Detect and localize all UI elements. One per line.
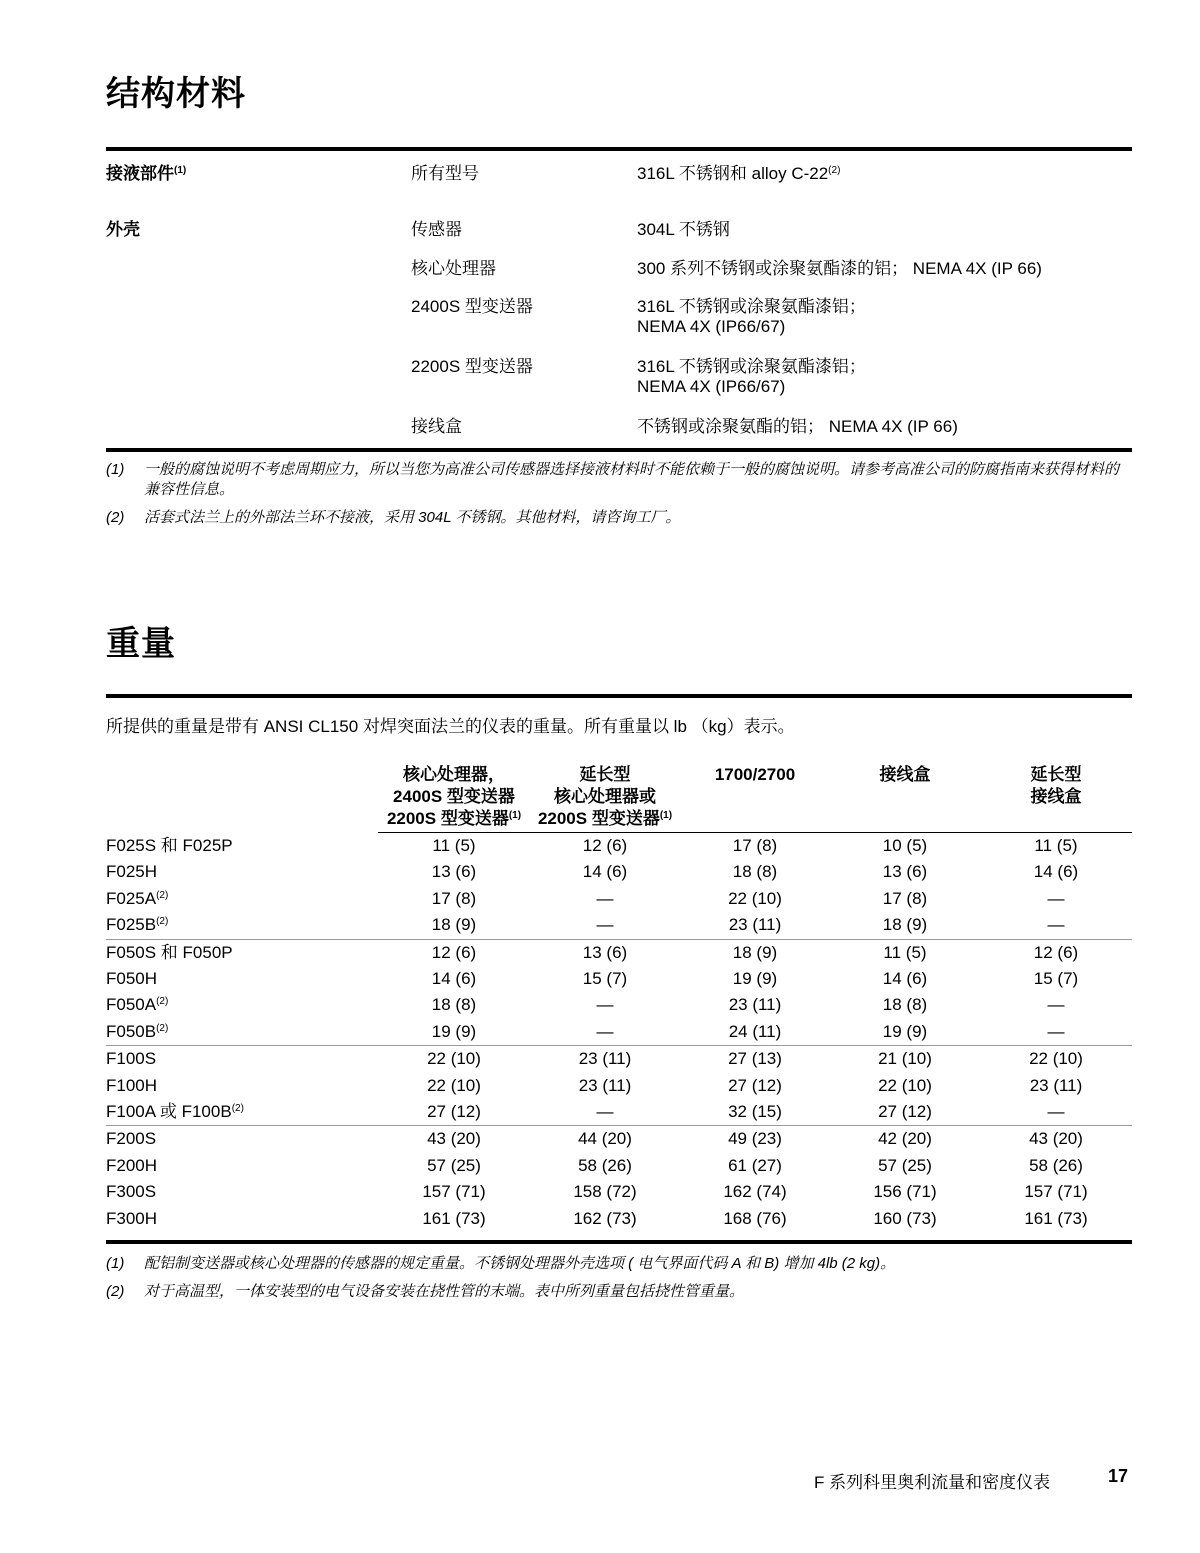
header-model-blank	[106, 764, 378, 833]
table-cell-value: 23 (11)	[1029, 1075, 1083, 1095]
header-extended-core-processor: 延长型 核心处理器或 2200S 型变送器$^{(1)}$	[530, 764, 680, 833]
table-cell-value: 11 (5)	[1034, 836, 1078, 855]
table-cell-value: 12 (6)	[582, 836, 628, 855]
table-cell-model: F100H	[106, 1075, 158, 1095]
page-number: 17	[1108, 1466, 1129, 1486]
table-cell-value: 57 (25)	[427, 1155, 481, 1175]
table-cell-value: 58 (26)	[1029, 1155, 1083, 1175]
table-cell-value: 22 (10)	[427, 1075, 481, 1095]
table-cell-value: 57 (25)	[878, 1155, 932, 1175]
table-row	[106, 833, 1132, 860]
table-row	[106, 1179, 1132, 1205]
table-cell-value: 13 (6)	[882, 862, 928, 882]
materials-row-spec: 316L 不锈钢或涂聚氨酯漆铝； NEMA 4X (IP66/67)	[637, 357, 866, 396]
table-cell-value: 14 (6)	[882, 969, 928, 989]
table-cell-model: $F025A^{(2)}$	[106, 888, 169, 908]
table-cell-value: 162 (73)	[573, 1208, 637, 1228]
table-row	[106, 1153, 1132, 1179]
table-cell-value: 12 (6)	[980, 939, 1132, 966]
table-cell-value: 44 (20)	[530, 1126, 680, 1153]
materials-row-label: 接液部件$^{(1)}$	[106, 164, 187, 183]
table-cell-value: 18 (9)	[882, 915, 928, 935]
table-cell-value: 15 (7)	[582, 969, 628, 989]
table-cell-value: 17 (8)	[732, 836, 778, 855]
table-row	[106, 939, 1132, 966]
table-cell-model: F100A 或 $F100B^{(2)}$	[106, 1102, 244, 1122]
table-cell-value: 27 (12)	[728, 1075, 782, 1095]
table-cell-value: 15 (7)	[1033, 969, 1079, 989]
table-cell-value: 168 (76)	[723, 1208, 787, 1228]
materials-footnote-1: (1) 一般的腐蚀说明不考虑周期应力，所以当您为高准公司传感器选择接液材料时不能依赖于一般的腐蚀说明。请参考高准公司的防腐指南来获得材料的兼容性信息。	[106, 461, 1120, 498]
weight-bottom-rule	[106, 1240, 1132, 1244]
table-row	[106, 966, 1132, 992]
table-cell-model: F300H	[106, 1208, 158, 1228]
table-row	[106, 886, 1132, 912]
table-cell-value: 11 (5)	[432, 836, 476, 855]
table-cell-value: —	[596, 1102, 614, 1122]
table-cell-value: 21 (10)	[830, 1046, 980, 1073]
table-cell-value: 58 (26)	[578, 1155, 632, 1175]
table-cell-value: 158 (72)	[573, 1182, 637, 1202]
table-cell-value: 161 (73)	[1024, 1208, 1088, 1228]
table-cell-model: F100S	[106, 1046, 378, 1073]
table-cell-value: 18 (8)	[431, 995, 477, 1015]
table-cell-value: 17 (8)	[882, 888, 928, 908]
table-cell-value: —	[1047, 915, 1065, 935]
table-cell-value: 10 (5)	[882, 836, 928, 855]
weight-table	[106, 764, 1132, 1232]
table-cell-value: 160 (73)	[873, 1208, 937, 1228]
materials-row-part: 2200S 型变送器	[411, 357, 533, 376]
materials-row-part: 接线盒	[411, 417, 462, 436]
materials-row-part: 2400S 型变送器	[411, 297, 533, 316]
table-row	[106, 1099, 1132, 1126]
table-cell-value: 23 (11)	[578, 1075, 632, 1095]
table-row	[106, 1019, 1132, 1046]
table-cell-model: F025S 和 F025P	[106, 835, 233, 855]
table-cell-value: —	[1047, 1021, 1065, 1041]
table-cell-value: 17 (8)	[431, 888, 477, 908]
table-cell-value: 23 (11)	[530, 1046, 680, 1073]
weight-intro: 所提供的重量是带有 ANSI CL150 对焊突面法兰的仪表的重量。所有重量以 lb （kg）表示。	[106, 717, 795, 736]
table-cell-model: F050S 和 F050P	[106, 939, 378, 966]
materials-row-part: 所有型号	[411, 164, 479, 183]
table-cell-value: 157 (71)	[422, 1182, 486, 1202]
table-cell-value: 23 (11)	[728, 915, 782, 935]
materials-heading: 结构材料	[106, 74, 246, 114]
table-row	[106, 992, 1132, 1018]
table-cell-model: F300S	[106, 1182, 157, 1202]
table-cell-value: —	[1047, 1102, 1065, 1122]
table-row	[106, 1073, 1132, 1099]
table-cell-value: 22 (10)	[728, 888, 782, 908]
table-cell-value: 156 (71)	[873, 1182, 937, 1202]
table-cell-value: —	[596, 995, 614, 1015]
table-row	[106, 1206, 1132, 1232]
table-cell-value: 49 (23)	[680, 1126, 830, 1153]
table-cell-value: 14 (6)	[1033, 862, 1079, 882]
table-cell-value: 22 (10)	[378, 1046, 530, 1073]
table-row	[106, 1046, 1132, 1073]
table-cell-model: F200S	[106, 1126, 378, 1153]
table-cell-value: 24 (11)	[728, 1021, 782, 1041]
table-cell-value: 14 (6)	[582, 862, 628, 882]
header-1700-2700: 1700/2700	[680, 764, 830, 833]
materials-row-label: 外壳	[106, 220, 140, 239]
header-core-processor: 核心处理器， 2400S 型变送器 2200S 型变送器$^{(1)}$	[378, 764, 530, 833]
table-cell-value: 18 (8)	[882, 995, 928, 1015]
table-cell-value: 13 (6)	[431, 862, 477, 882]
table-cell-value: 22 (10)	[980, 1046, 1132, 1073]
materials-row-spec: 316L 不锈钢或涂聚氨酯漆铝； NEMA 4X (IP66/67)	[637, 297, 866, 336]
table-cell-value: 162 (74)	[723, 1182, 787, 1202]
table-cell-value: 13 (6)	[530, 939, 680, 966]
table-cell-model: $F025B^{(2)}$	[106, 915, 169, 935]
table-cell-value: 18 (9)	[680, 939, 830, 966]
materials-bottom-rule	[106, 448, 1132, 452]
materials-top-rule	[106, 147, 1132, 151]
table-cell-model: $F050A^{(2)}$	[106, 995, 169, 1015]
table-cell-value: 42 (20)	[830, 1126, 980, 1153]
table-cell-model: $F050B^{(2)}$	[106, 1021, 169, 1041]
table-cell-model: F025H	[106, 862, 158, 882]
table-cell-value: 11 (5)	[830, 939, 980, 966]
materials-row-spec: 不锈钢或涂聚氨酯的铝； NEMA 4X (IP 66)	[637, 417, 958, 436]
table-cell-value: 32 (15)	[728, 1102, 782, 1122]
weight-top-rule	[106, 694, 1132, 698]
table-cell-value: 18 (8)	[732, 862, 778, 882]
materials-row-spec: 316L 不锈钢和 alloy C-22$^{(2)}$	[637, 164, 841, 183]
table-cell-value: —	[1047, 888, 1065, 908]
weight-heading: 重量	[106, 624, 176, 664]
table-cell-value: 27 (12)	[427, 1102, 481, 1122]
table-cell-value: 27 (13)	[680, 1046, 830, 1073]
weight-table-header	[106, 764, 1132, 833]
table-cell-value: 27 (12)	[878, 1102, 932, 1122]
table-cell-value: 14 (6)	[431, 969, 477, 989]
table-cell-value: 19 (9)	[431, 1021, 477, 1041]
table-cell-value: 18 (9)	[431, 915, 477, 935]
table-cell-value: —	[1047, 995, 1065, 1015]
table-cell-value: —	[596, 1021, 614, 1041]
materials-row-part: 核心处理器	[411, 259, 496, 278]
table-cell-value: 157 (71)	[1024, 1182, 1088, 1202]
table-cell-value: 19 (9)	[882, 1021, 928, 1041]
header-extended-junction-box: 延长型 接线盒	[980, 764, 1132, 833]
table-cell-model: F200H	[106, 1155, 158, 1175]
table-cell-value: 161 (73)	[422, 1208, 486, 1228]
table-cell-value: 12 (6)	[378, 939, 530, 966]
table-row	[106, 859, 1132, 885]
table-cell-value: 22 (10)	[878, 1075, 932, 1095]
table-cell-value: —	[596, 915, 614, 935]
materials-row-spec: 300 系列不锈钢或涂聚氨酯漆的铝； NEMA 4X (IP 66)	[637, 259, 1042, 278]
footer-title: F 系列科里奥利流量和密度仪表	[814, 1473, 1051, 1492]
materials-row-part: 传感器	[411, 220, 462, 239]
table-cell-value: 43 (20)	[980, 1126, 1132, 1153]
table-cell-value: 43 (20)	[378, 1126, 530, 1153]
table-cell-value: —	[596, 888, 614, 908]
table-row	[106, 1126, 1132, 1153]
header-junction-box: 接线盒	[830, 764, 980, 833]
table-cell-value: 61 (27)	[728, 1155, 782, 1175]
table-cell-model: F050H	[106, 969, 158, 989]
table-cell-value: 23 (11)	[728, 995, 782, 1015]
table-row	[106, 912, 1132, 939]
document-page: 结构材料 接液部件$^{(1)}$ 所有型号 316L 不锈钢和 alloy C-22$^{(2)}$ 外壳 传感器 304L 不锈钢 核心处理器 300 系列不锈钢或涂聚氨酯漆的铝； NEMA 4X (IP 66) 2400S 型变送器 316L 不锈钢或涂聚氨酯漆铝； NEMA 4X (IP66/67) 2200S 型变送器 316L 不锈钢或涂聚氨酯漆铝； NEMA 4X (IP66/67) 接线盒 不锈钢或涂聚氨酯的铝； NEMA 4X (IP 66) (1) 一般的腐蚀说明不考虑周期应力，所以当您为高准公司传感器选择接液材料时不能依赖于一般的腐蚀说明。请参考高准公司的防腐指南来获得材料的兼容性信息。 (2) 活套式法兰上的外部法兰环不接液，采用 304L 不锈钢。其他材料，请咨询工厂。 重量 所提供的重量是带有 ANSI CL150 对焊突面法兰的仪表的重量。所有重量以 lb （kg）表示。 核心处理器， 2400S 型变送器 2200S 型变送器$^{(1)}$ 延长型 核心处理器或 2200S 型变送器$^{(1)}$ 1700/2700 接线盒 延长型 接线盒 F025S 和 F025P 11 (5) 12 (6) 17 (8) 10 (5) 11 (5) F025H 13 (6) 14 (6) 18 (8) 13 (6) 14 (6) $F025A^{(2)}$ 17 (8) — 22 (10) 17 (8) — $F025B^{(2)}$ 18 (9) — 23 (11) 18 (9) — F050S 和 F050P 12 (6) 13 (6) 18 (9) 11 (5) 12 (6) F050H 14 (6) 15 (7) 19 (9) 14 (6) 15 (7) $F050A^{(2)}$ 18 (8) — 23 (11) 18 (8) — $F050B^{(2)}$ 19 (9) — 24 (11) 19 (9) — F100S 22 (10) 23 (11) 27 (13) 21 (10) 22 (10) F100H 22 (10) 23 (11) 27 (12) 22 (10) 23 (11) F100A 或 $F100B^{(2)}$ 27 (12) — 32 (15) 27 (12) — F200S 43 (20) 44 (20) 49 (23) 42 (20) 43 (20) F200H 57 (25) 58 (26) 61 (27) 57 (25) 58 (26) F300S 157 (71) 158 (72) 162 (74) 156 (71) 157 (71) F300H 161 (73) 162 (73) 168 (76) 160 (73) 161 (73) (1) 配铝制变送器或核心处理器的传感器的规定重量。不锈钢处理器外壳选项 ( 电气界面代码 A 和 B) 增加 4lb (2 kg)。 (2) 对于高温型，一体安装型的电气设备安装在挠性管的末端。表中所列重量包括挠性管重量。 F 系列科里奥利流量和密度仪表 17	[0, 0, 1200, 1553]
materials-row-spec: 304L 不锈钢	[637, 220, 730, 239]
table-cell-value: 19 (9)	[732, 969, 778, 989]
